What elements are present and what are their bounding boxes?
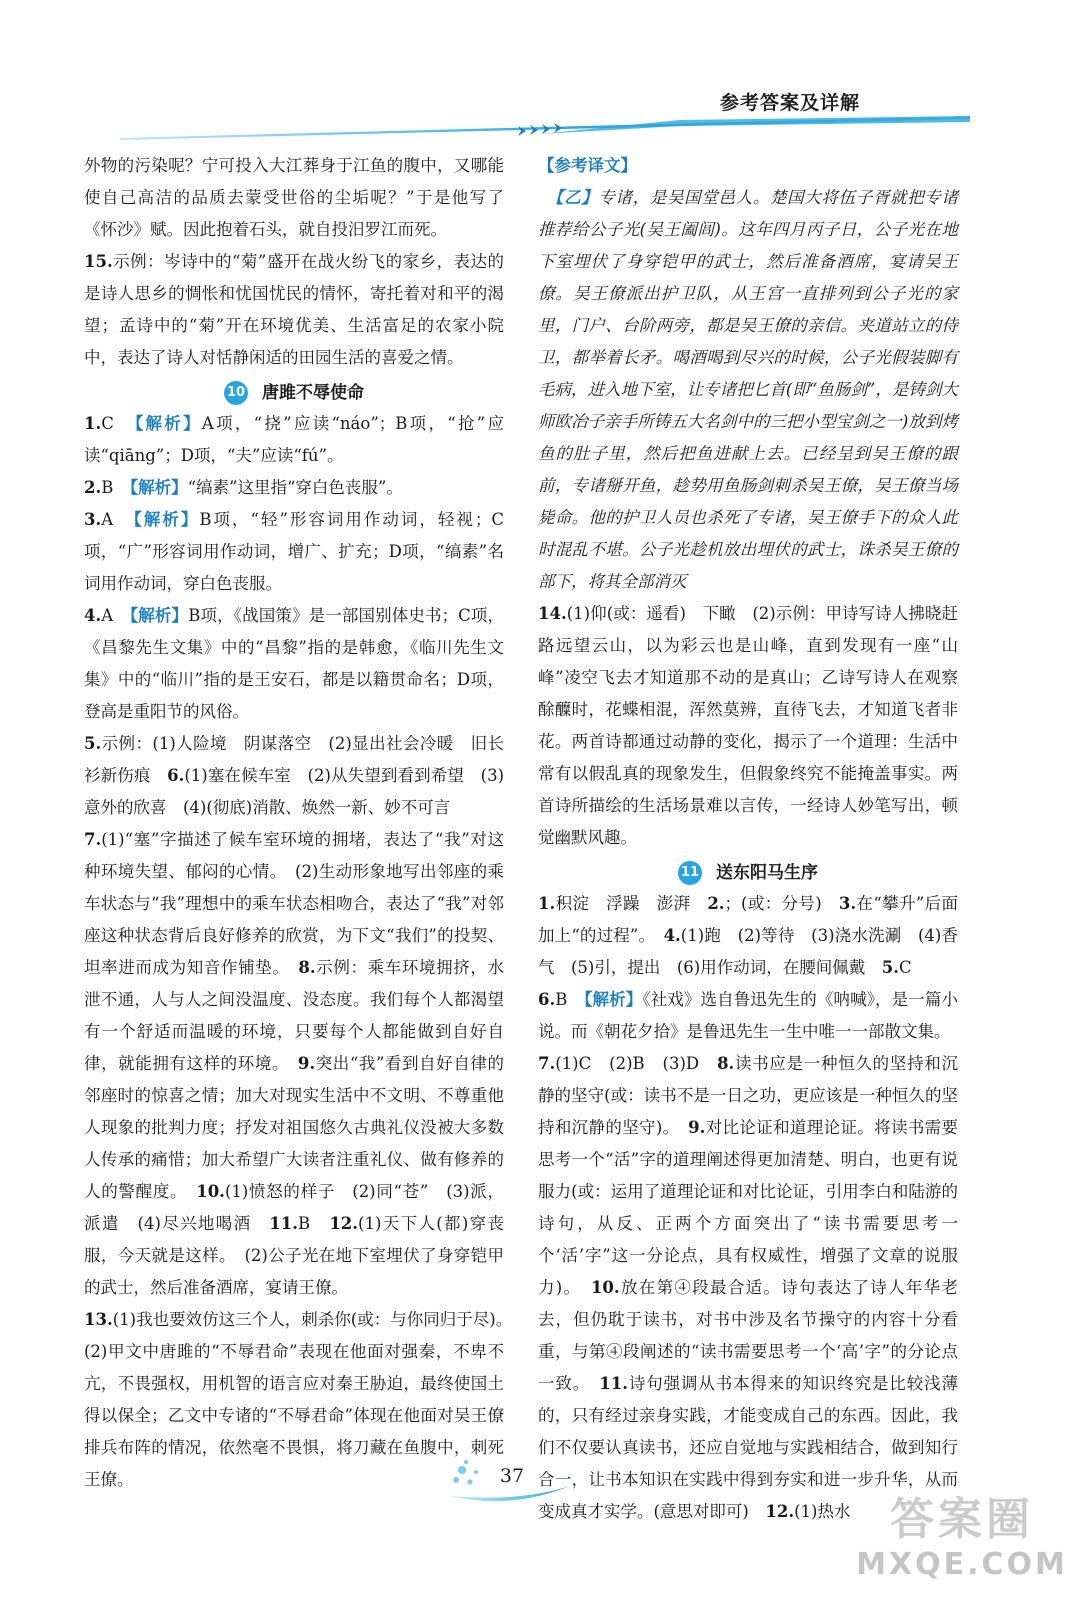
reference-translation: 【乙】专诸，是吴国堂邑人。楚国大将伍子胥就把专诸推荐给公子光(吴王阖闾)。这年四月丙子日，公子光在地下室埋伏了身穿铠甲的武士，然后准备酒席，宴请吴王僚。吴王僚派出护卫队，从王宫一直排列到公子光的家里，门户、台阶两旁，都是吴王僚的亲信。夹道站立的侍卫，都举着长矛。喝酒喝到尽兴的时候，公子光假装脚有毛病，进入地下室，让专诸把匕首(即“鱼肠剑”，是铸剑大师欧冶子亲手所铸五大名剑中的三把小型宝剑之一)放到烤鱼的肚子里，然后把鱼进献上去。已经呈到吴王僚的跟前，专诸掰开鱼，趁势用鱼肠剑刺杀吴王僚，吴王僚当场毙命。他的护卫人员也杀死了专诸，吴王僚手下的众人此时混乱不堪。公子光趁机放出埋伏的武士，诛杀吴王僚的部下，将其全部消灭 xyxy=(538,188,958,591)
section-11-title: 11 送东阳马生序 xyxy=(538,860,958,886)
header-title: 参考答案及详解 xyxy=(719,92,860,114)
answers-7-12: 7.(1)C (2)B (3)D 8.读书应是一种恒久的坚持和沉静的坚守(或：读书不是一日之功，更应该是一种恒久的坚持和沉静的坚守)。 9.对比论证和道理论证。将读书需要思考一个“活”字的道理阐述得更加清楚、明白，也更有说服力(或：运用了道理论证和对比论证，引用李白和陆游的诗句，从反、正两个方面突出了“读书需要思考一个‘活’字”这一分论点，具有权威性，增强了文章的说服力)。 10.放在第④段最合适。诗句表达了诗人年华老去，但仍耽于读书，对书中涉及名节操守的内容十分看重，与第④段阐述的“读书需要思考一个‘高’字”的分论点一致。 11.诗句强调从书本得来的知识终究是比较浅薄的，只有经过亲身实践，才能变成自己的东西。因此，我们不仅要认真读书，还应自觉地与实践相结合，做到知行合一，让书本知识在实践中得到夯实和进一步升华，从而变成真才实学。(意思对即可) 12.(1)热水 xyxy=(538,1054,959,1521)
right-column xyxy=(538,150,958,1528)
site-watermark xyxy=(852,1492,1072,1592)
section-number-badge: 10 xyxy=(224,381,248,405)
answers-1-5: 1.积淀 浮躁 澎湃 2.；(或：分号) 3.在“攀升”后面加上“的过程”。 4.(1)跑 (2)等待 (3)浇水洗涮 (4)香气 (5)引，提出 (6)用作动词，在腰间佩戴 5.C xyxy=(538,894,959,977)
answer-1: 1.C 【解析】A项，“挠”应读“náo”；B项，“抢”应读“qiāng”；D项，“夫”应读“fú”。 xyxy=(84,414,505,465)
answer-5-6: 5.示例：(1)人险境 阴谋落空 (2)显出社会冷暖 旧长衫新伤痕 6.(1)塞在候车室 (2)从失望到看到希望 (3)意外的欣喜 (4)(彻底)消散、焕然一新、妙不可言 xyxy=(84,734,505,817)
answer-14: 14.(1)仰(或：遥看) 下瞰 (2)示例：甲诗写诗人拂晓赶路远望云山，以为彩云也是山峰，直到发现有一座“山峰”凌空飞去才知道那不动的是真山；乙诗写诗人在观察酴醾时，花蝶相混，浑然莫辨，直待飞去，才知道飞者非花。两首诗都通过动静的变化，揭示了一个道理：生活中常有以假乱真的现象发生，但假象终究不能掩盖事实。两首诗所描绘的生活场景难以言传，一经诗人妙笔写出，顿觉幽默风趣。 xyxy=(538,604,958,847)
answer-6: 6.B 【解析】《社戏》选自鲁迅先生的《呐喊》，是一篇小说。而《朝花夕拾》是鲁迅先生一生中唯一一部散文集。 xyxy=(538,990,959,1041)
watermark-domain: MXQE.COM xyxy=(856,1547,1068,1582)
page-number-decor xyxy=(440,1452,580,1512)
answer-13: 13.(1)我也要效仿这三个人，刺杀你(或：与你同归于尽)。 (2)甲文中唐雎的“不辱君命”表现在他面对强秦，不卑不亢，不畏强权，用机智的语言应对秦王胁迫，最终使国土得以保全；乙文中专诸的“不辱君命”体现在他面对吴王僚排兵布阵的情况，依然毫不畏惧，将刀藏在鱼腹中，刺死王僚。 xyxy=(84,1310,521,1489)
section-number-badge: 11 xyxy=(678,861,702,885)
header-decor-bar xyxy=(120,112,970,142)
reference-translation-heading: 【参考译文】 xyxy=(538,156,637,175)
page-number: 37 xyxy=(499,1465,525,1487)
section-10-title: 10 唐雎不辱使命 xyxy=(84,380,504,406)
answer-15: 15.示例：岑诗中的“菊”盛开在战火纷飞的家乡，表达的是诗人思乡的惆怅和忧国忧民的情怀，寄托着对和平的渴望；孟诗中的“菊”开在环境优美、生活富足的农家小院中，表达了诗人对恬静闲适的田园生活的喜爱之情。 xyxy=(84,252,504,367)
watermark-logo-text: 答案圈 xyxy=(890,1494,1034,1545)
answer-2: 2.B 【解析】“缟素”这里指“穿白色丧服”。 xyxy=(84,478,403,497)
answer-7-8: 7.(1)“塞”字描述了候车室环境的拥堵，表达了“我”对这种环境失望、郁闷的心情。 (2)生动形象地写出邻座的乘车状态与“我”理想中的乘车状态相吻合，表达了“我”对邻座这种状态背后良好修养的欣赏，为下文“我们”的投契、坦率进而成为知音作铺垫。 8.示例：乘车环境拥挤，水泄不通，人与人之间没温度、没态度。我们每个人都渴望有一个舒适而温暖的环境，只要每个人都能做到自好自律，就能拥有这样的环境。 9.突出“我”看到自好自律的邻座时的惊喜之情；加大对现实生活中不文明、不尊重他人现象的批判力度；抒发对祖国悠久古典礼仪没被大多数人传承的痛惜；加大希望广大读者注重礼仪、做有修养的人的警醒度。 10.(1)愤怒的样子 (2)同“苍” (3)派，派遣 (4)尽兴地喝酒 11.B 12.(1)天下人(都)穿丧服，今天就是这样。 (2)公子光在地下室埋伏了身穿铠甲的武士，然后准备酒席，宴请王僚。 xyxy=(84,830,505,1297)
answer-3: 3.A 【解析】B项，“轻”形容词用作动词，轻视；C项，“广”形容词用作动词，增广、扩充；D项，“缟素”名词用作动词，穿白色丧服。 xyxy=(84,510,505,593)
paragraph-continuation: 外物的污染呢？宁可投入大江葬身于江鱼的腹中，又哪能使自己高洁的品质去蒙受世俗的尘垢呢？”于是他写了《怀沙》赋。因此抱着石头，就自投汨罗江而死。 xyxy=(84,156,504,239)
answer-4: 4.A 【解析】B项，《战国策》是一部国别体史书；C项，《昌黎先生文集》中的“昌黎”指的是韩愈，《临川先生文集》中的“临川”指的是王安石，都是以籍贯命名；D项，登高是重阳节的风俗。 xyxy=(84,606,505,721)
